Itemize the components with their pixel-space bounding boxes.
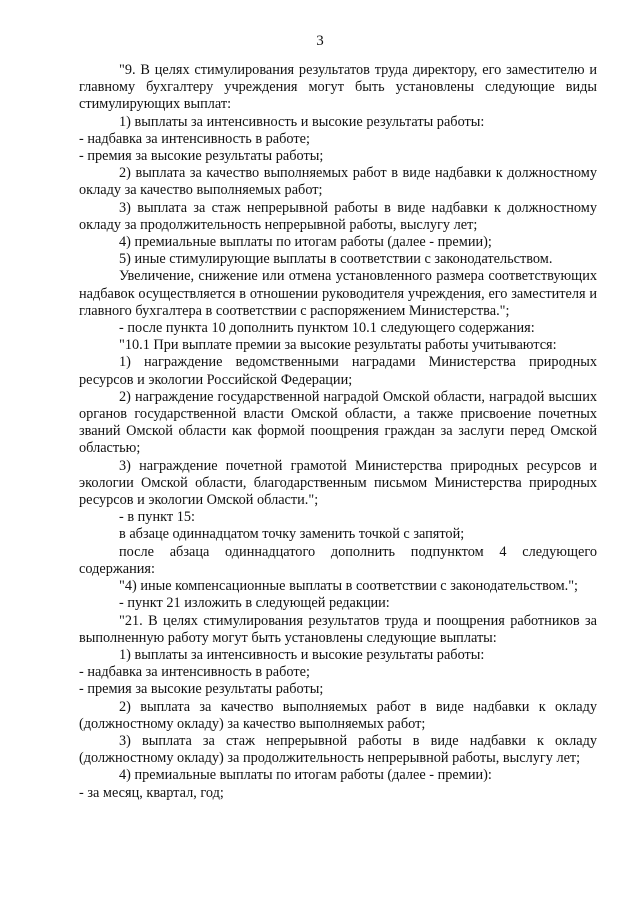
paragraph: Увеличение, снижение или отмена установленного размера соответствующих надбавок осуществляется в отношении руководителя учреждения, его заместителя и главного бухгалтера в соответствии с распоряжением Министерства.";	[79, 268, 597, 319]
list-item: 2) награждение государственной наградой Омской области, наградой высших органов государственной власти Омской области, а также присвоение почетных званий Омской области как формой поощрения граждан за заслуги перед Омской областью;	[79, 388, 597, 457]
paragraph: - пункт 21 изложить в следующей редакции:	[119, 595, 390, 612]
list-item: - премия за высокие результаты работы;	[79, 681, 324, 698]
list-item: 1) награждение ведомственными наградами Министерства природных ресурсов и экологии Российской Федерации;	[79, 354, 597, 388]
document-body	[79, 62, 597, 802]
list-item: 4) премиальные выплаты по итогам работы (далее - премии);	[119, 234, 492, 251]
list-item: - за месяц, квартал, год;	[79, 784, 224, 801]
paragraph: "4) иные компенсационные выплаты в соответствии с законодательством.";	[119, 578, 579, 595]
paragraph-21-intro: "21. В целях стимулирования результатов труда и поощрения работников за выполненную работу могут быть установлены следующие выплаты:	[79, 612, 597, 646]
page-number: 3	[316, 33, 324, 49]
list-item: 5) иные стимулирующие выплаты в соответствии с законодательством.	[119, 251, 553, 268]
list-item: 1) выплаты за интенсивность и высокие результаты работы:	[119, 113, 485, 130]
paragraph: - после пункта 10 дополнить пунктом 10.1 следующего содержания:	[119, 320, 535, 337]
paragraph-9-intro: "9. В целях стимулирования результатов труда директору, его заместителю и главному бухгалтеру учреждения могут быть установлены следующие виды стимулирующих выплат:	[79, 62, 597, 113]
list-item: 3) выплата за стаж непрерывной работы в виде надбавки к окладу (должностному окладу) за продолжительность непрерывной работы, выслугу лет;	[79, 732, 597, 767]
list-item: - надбавка за интенсивность в работе;	[79, 130, 310, 147]
list-item: 3) выплата за стаж непрерывной работы в виде надбавки к должностному окладу за продолжительность непрерывной работы, выслугу лет;	[79, 199, 597, 233]
list-item: - премия за высокие результаты работы;	[79, 148, 324, 165]
paragraph: после абзаца одиннадцатого дополнить подпунктом 4 следующего содержания:	[79, 543, 597, 577]
paragraph: в абзаце одиннадцатом точку заменить точкой с запятой;	[119, 526, 465, 543]
list-item: - надбавка за интенсивность в работе;	[79, 664, 310, 681]
paragraph-10-1-intro: "10.1 При выплате премии за высокие результаты работы учитываются:	[119, 337, 557, 354]
list-item: 4) премиальные выплаты по итогам работы (далее - премии):	[119, 767, 492, 784]
list-item: 3) награждение почетной грамотой Министерства природных ресурсов и экологии Омской области, благодарственным письмом Министерства природных ресурсов и экологии Омской области.";	[79, 457, 597, 509]
paragraph: - в пункт 15:	[119, 509, 195, 526]
list-item: 2) выплата за качество выполняемых работ в виде надбавки к должностному окладу за качество выполняемых работ;	[79, 165, 597, 199]
list-item: 2) выплата за качество выполняемых работ в виде надбавки к окладу (должностному окладу) за качество выполняемых работ;	[79, 698, 597, 732]
list-item: 1) выплаты за интенсивность и высокие результаты работы:	[119, 646, 485, 663]
